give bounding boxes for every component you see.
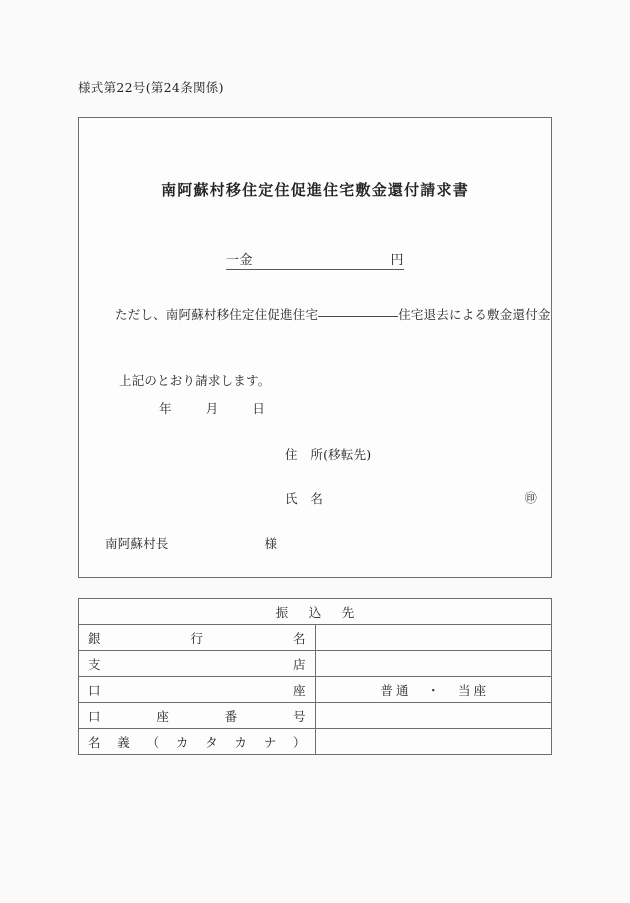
bank-table-header: 振 込 先: [79, 599, 552, 625]
bank-name-label: 銀 行 名: [79, 625, 316, 651]
seal-stamp-icon: ㊞: [524, 491, 537, 505]
table-row: [79, 625, 552, 651]
table-row: [79, 651, 552, 677]
amount-prefix-label: 一金: [226, 253, 254, 268]
amount-row: [79, 249, 551, 270]
addressee-row: [105, 534, 277, 552]
account-number-label: 口座番号: [79, 703, 316, 729]
table-row: [79, 729, 552, 755]
addressee-label: 南阿蘇村長: [105, 536, 169, 551]
bank-transfer-table: [78, 598, 552, 755]
account-type-options[interactable]: 普通 ・ 当座: [315, 677, 552, 703]
account-holder-input[interactable]: [315, 729, 552, 755]
name-row: [285, 489, 537, 507]
branch-input[interactable]: [315, 651, 552, 677]
date-day-label: 日: [252, 401, 266, 416]
table-row: [79, 677, 552, 703]
table-header-row: [79, 599, 552, 625]
date-month-label: 月: [205, 401, 219, 416]
clause-blank-input[interactable]: [318, 316, 398, 317]
page-title: 南阿蘇村移住定住促進住宅敷金還付請求書: [161, 181, 469, 199]
amount-field-group: [226, 249, 404, 270]
account-type-label: 口 座: [79, 677, 316, 703]
clause-before-text: ただし、南阿蘇村移住定住促進住宅: [115, 307, 319, 322]
name-label: 氏 名: [285, 491, 324, 506]
date-year-label: 年: [159, 401, 172, 416]
address-label: 住 所(移転先): [285, 447, 372, 462]
clause-after-text: 住宅退去による敷金還付金: [398, 307, 551, 322]
address-row: [285, 445, 380, 463]
addressee-honorific: 様: [264, 536, 278, 551]
form-number-label: 様式第22号(第24条関係): [78, 80, 224, 95]
branch-label: 支 店: [79, 651, 316, 677]
amount-unit-label: 円: [390, 253, 404, 268]
account-holder-label: 名義（カタカナ）: [79, 729, 316, 755]
request-statement: 上記のとおり請求します。: [119, 373, 271, 388]
date-row: [159, 399, 265, 417]
bank-name-input[interactable]: [315, 625, 552, 651]
main-form-box: [78, 117, 552, 578]
table-row: [79, 703, 552, 729]
clause-row: [115, 305, 551, 323]
account-number-input[interactable]: [315, 703, 552, 729]
